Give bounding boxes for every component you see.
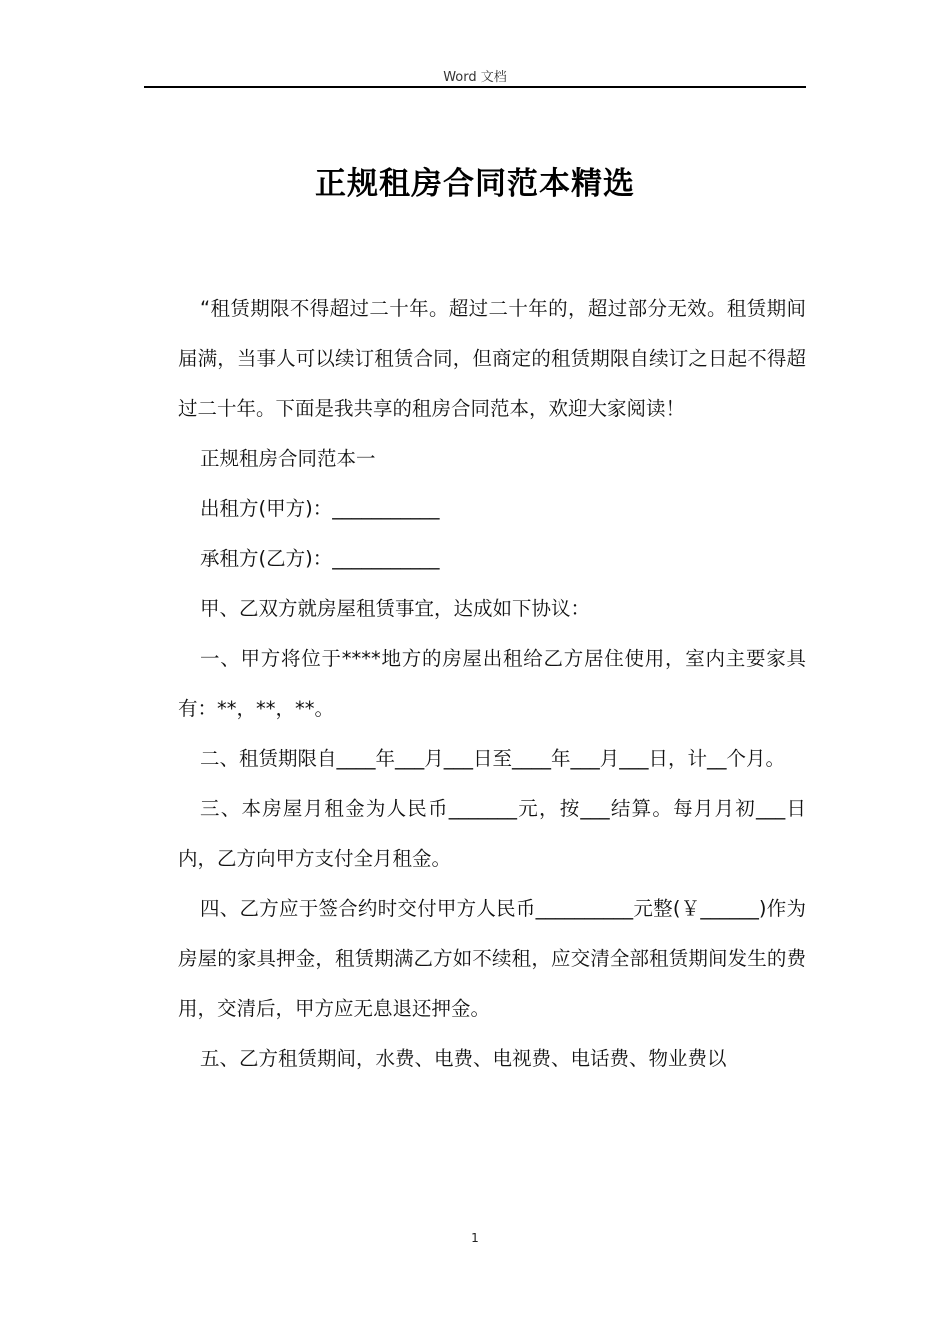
clause-5: 五、乙方租赁期间，水费、电费、电视费、电话费、物业费以 — [200, 1047, 727, 1070]
header-divider — [144, 86, 806, 88]
document-title: 正规租房合同范本精选 — [315, 166, 635, 202]
page-number: 1 — [471, 1231, 479, 1245]
lessor-line: 出租方(甲方)：___________ — [200, 497, 440, 520]
clause-3: 三、本房屋月租金为人民币_______元，按___结算。每月月初___日内，乙方向甲方支付全月租金。 — [178, 797, 806, 870]
lessee-line: 承租方(乙方)：___________ — [200, 547, 440, 570]
intro-paragraph: “租赁期限不得超过二十年。超过二十年的，超过部分无效。租赁期间届满，当事人可以续订租赁合同，但商定的租赁期限自续订之日起不得超过二十年。下面是我共享的租房合同范本，欢迎大家阅读！ — [178, 297, 806, 420]
document-body — [178, 284, 806, 1084]
clause-1: 一、甲方将位于****地方的房屋出租给乙方居住使用，室内主要家具有：**，**，**。 — [178, 647, 806, 720]
clause-4: 四、乙方应于签合约时交付甲方人民币__________元整(￥______)作为房屋的家具押金，租赁期满乙方如不续租，应交清全部租赁期间发生的费用，交清后，甲方应无息退还押金。 — [178, 897, 806, 1020]
agreement-intro: 甲、乙双方就房屋租赁事宜，达成如下协议： — [200, 597, 591, 620]
clause-2: 二、租赁期限自____年___月___日至____年___月___日，计__个月。 — [200, 747, 786, 770]
section-heading: 正规租房合同范本一 — [200, 447, 376, 470]
document-header-label: Word 文档 — [443, 70, 507, 85]
